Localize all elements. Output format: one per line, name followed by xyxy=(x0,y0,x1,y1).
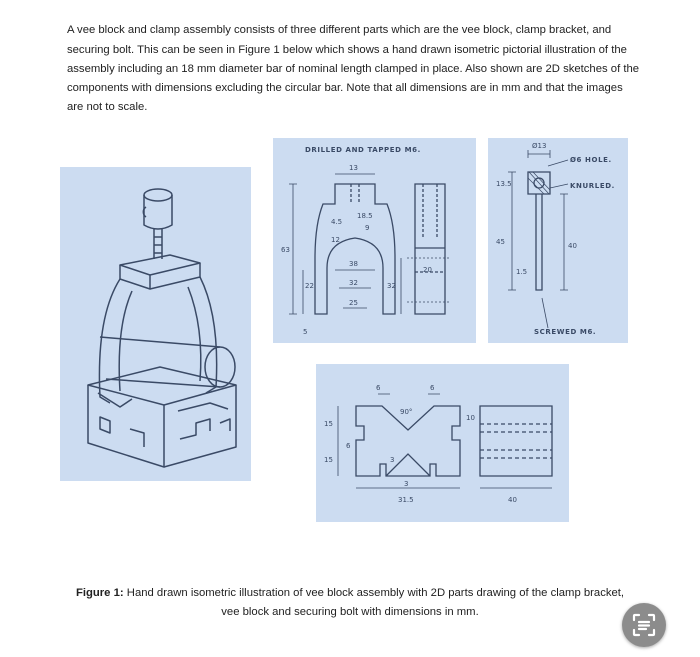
bolt-dim-13-5: 13.5 xyxy=(496,180,512,188)
figure-caption xyxy=(70,584,630,622)
vee-dim-40: 40 xyxy=(508,496,517,504)
bracket-dim-25: 25 xyxy=(349,299,358,307)
text-scan-button[interactable] xyxy=(622,603,666,647)
bolt-sketch xyxy=(488,138,628,343)
vee-dim-15-bottom: 15 xyxy=(324,456,333,464)
bolt-knurled-label: KNURLED. xyxy=(570,182,615,190)
bracket-title: DRILLED AND TAPPED M6. xyxy=(305,146,421,154)
bracket-dim-4-5: 4.5 xyxy=(331,218,343,226)
vee-dim-3-bottom: 3 xyxy=(404,480,409,488)
bracket-dim-38: 38 xyxy=(349,260,358,268)
vee-block-drawing xyxy=(316,364,569,522)
bracket-dim-side-32: 32 xyxy=(387,282,396,290)
bolt-screwed-label: SCREWED M6. xyxy=(534,328,597,336)
bolt-dim-40: 40 xyxy=(568,242,577,250)
bracket-dim-9: 9 xyxy=(365,224,370,232)
bolt-dim-diameter: Ø13 xyxy=(532,142,547,150)
vee-dim-6-right: 6 xyxy=(430,384,435,392)
bolt-dim-1-5: 1.5 xyxy=(516,268,528,276)
text-scan-icon xyxy=(622,603,666,647)
vee-dim-31-5: 31.5 xyxy=(398,496,414,504)
caption-label: Figure 1: xyxy=(75,587,124,599)
bolt-dim-45: 45 xyxy=(496,238,505,246)
vee-dim-6-slot: 6 xyxy=(346,442,351,450)
vee-angle: 90° xyxy=(400,408,413,416)
bracket-dim-height: 63 xyxy=(281,246,290,254)
vee-dim-10: 10 xyxy=(466,414,475,422)
bracket-dim-22: 22 xyxy=(305,282,314,290)
isometric-illustration xyxy=(60,167,251,481)
bracket-dim-5: 5 xyxy=(303,328,308,336)
bracket-drawing xyxy=(273,138,476,343)
bolt-drawing xyxy=(488,138,628,343)
bracket-dim-top: 13 xyxy=(349,164,358,172)
vee-dim-15-top: 15 xyxy=(324,420,333,428)
vee-dim-3-left: 3 xyxy=(390,456,395,464)
intro-paragraph: A vee block and clamp assembly consists of three different parts which are the vee block, clamp bracket, and securing bolt. This can be seen in Figure 1 below which shows a hand drawn isometric pictorial illustration of the assembly including an 18 mm diameter bar of nominal length clamped in place. Also shown are 2D sketches of the components with dimensions excluding the circular bar. Note that all dimensions are in mm and that the images are not to scale. xyxy=(67,24,640,114)
isometric-drawing xyxy=(60,167,251,481)
bolt-hole-label: Ø6 HOLE. xyxy=(570,156,612,164)
bracket-dim-32: 32 xyxy=(349,279,358,287)
caption-text: Hand drawn isometric illustration of vee block assembly with 2D parts drawing of the clamp bracket, vee block and securing bolt with dimensions in mm. xyxy=(126,587,625,618)
bracket-dim-20: 20 xyxy=(423,266,432,274)
vee-block-sketch xyxy=(316,364,569,522)
vee-dim-6-left: 6 xyxy=(376,384,381,392)
bracket-sketch xyxy=(273,138,476,343)
bracket-dim-12: 12 xyxy=(331,236,340,244)
bracket-dim-18-5: 18.5 xyxy=(357,212,373,220)
